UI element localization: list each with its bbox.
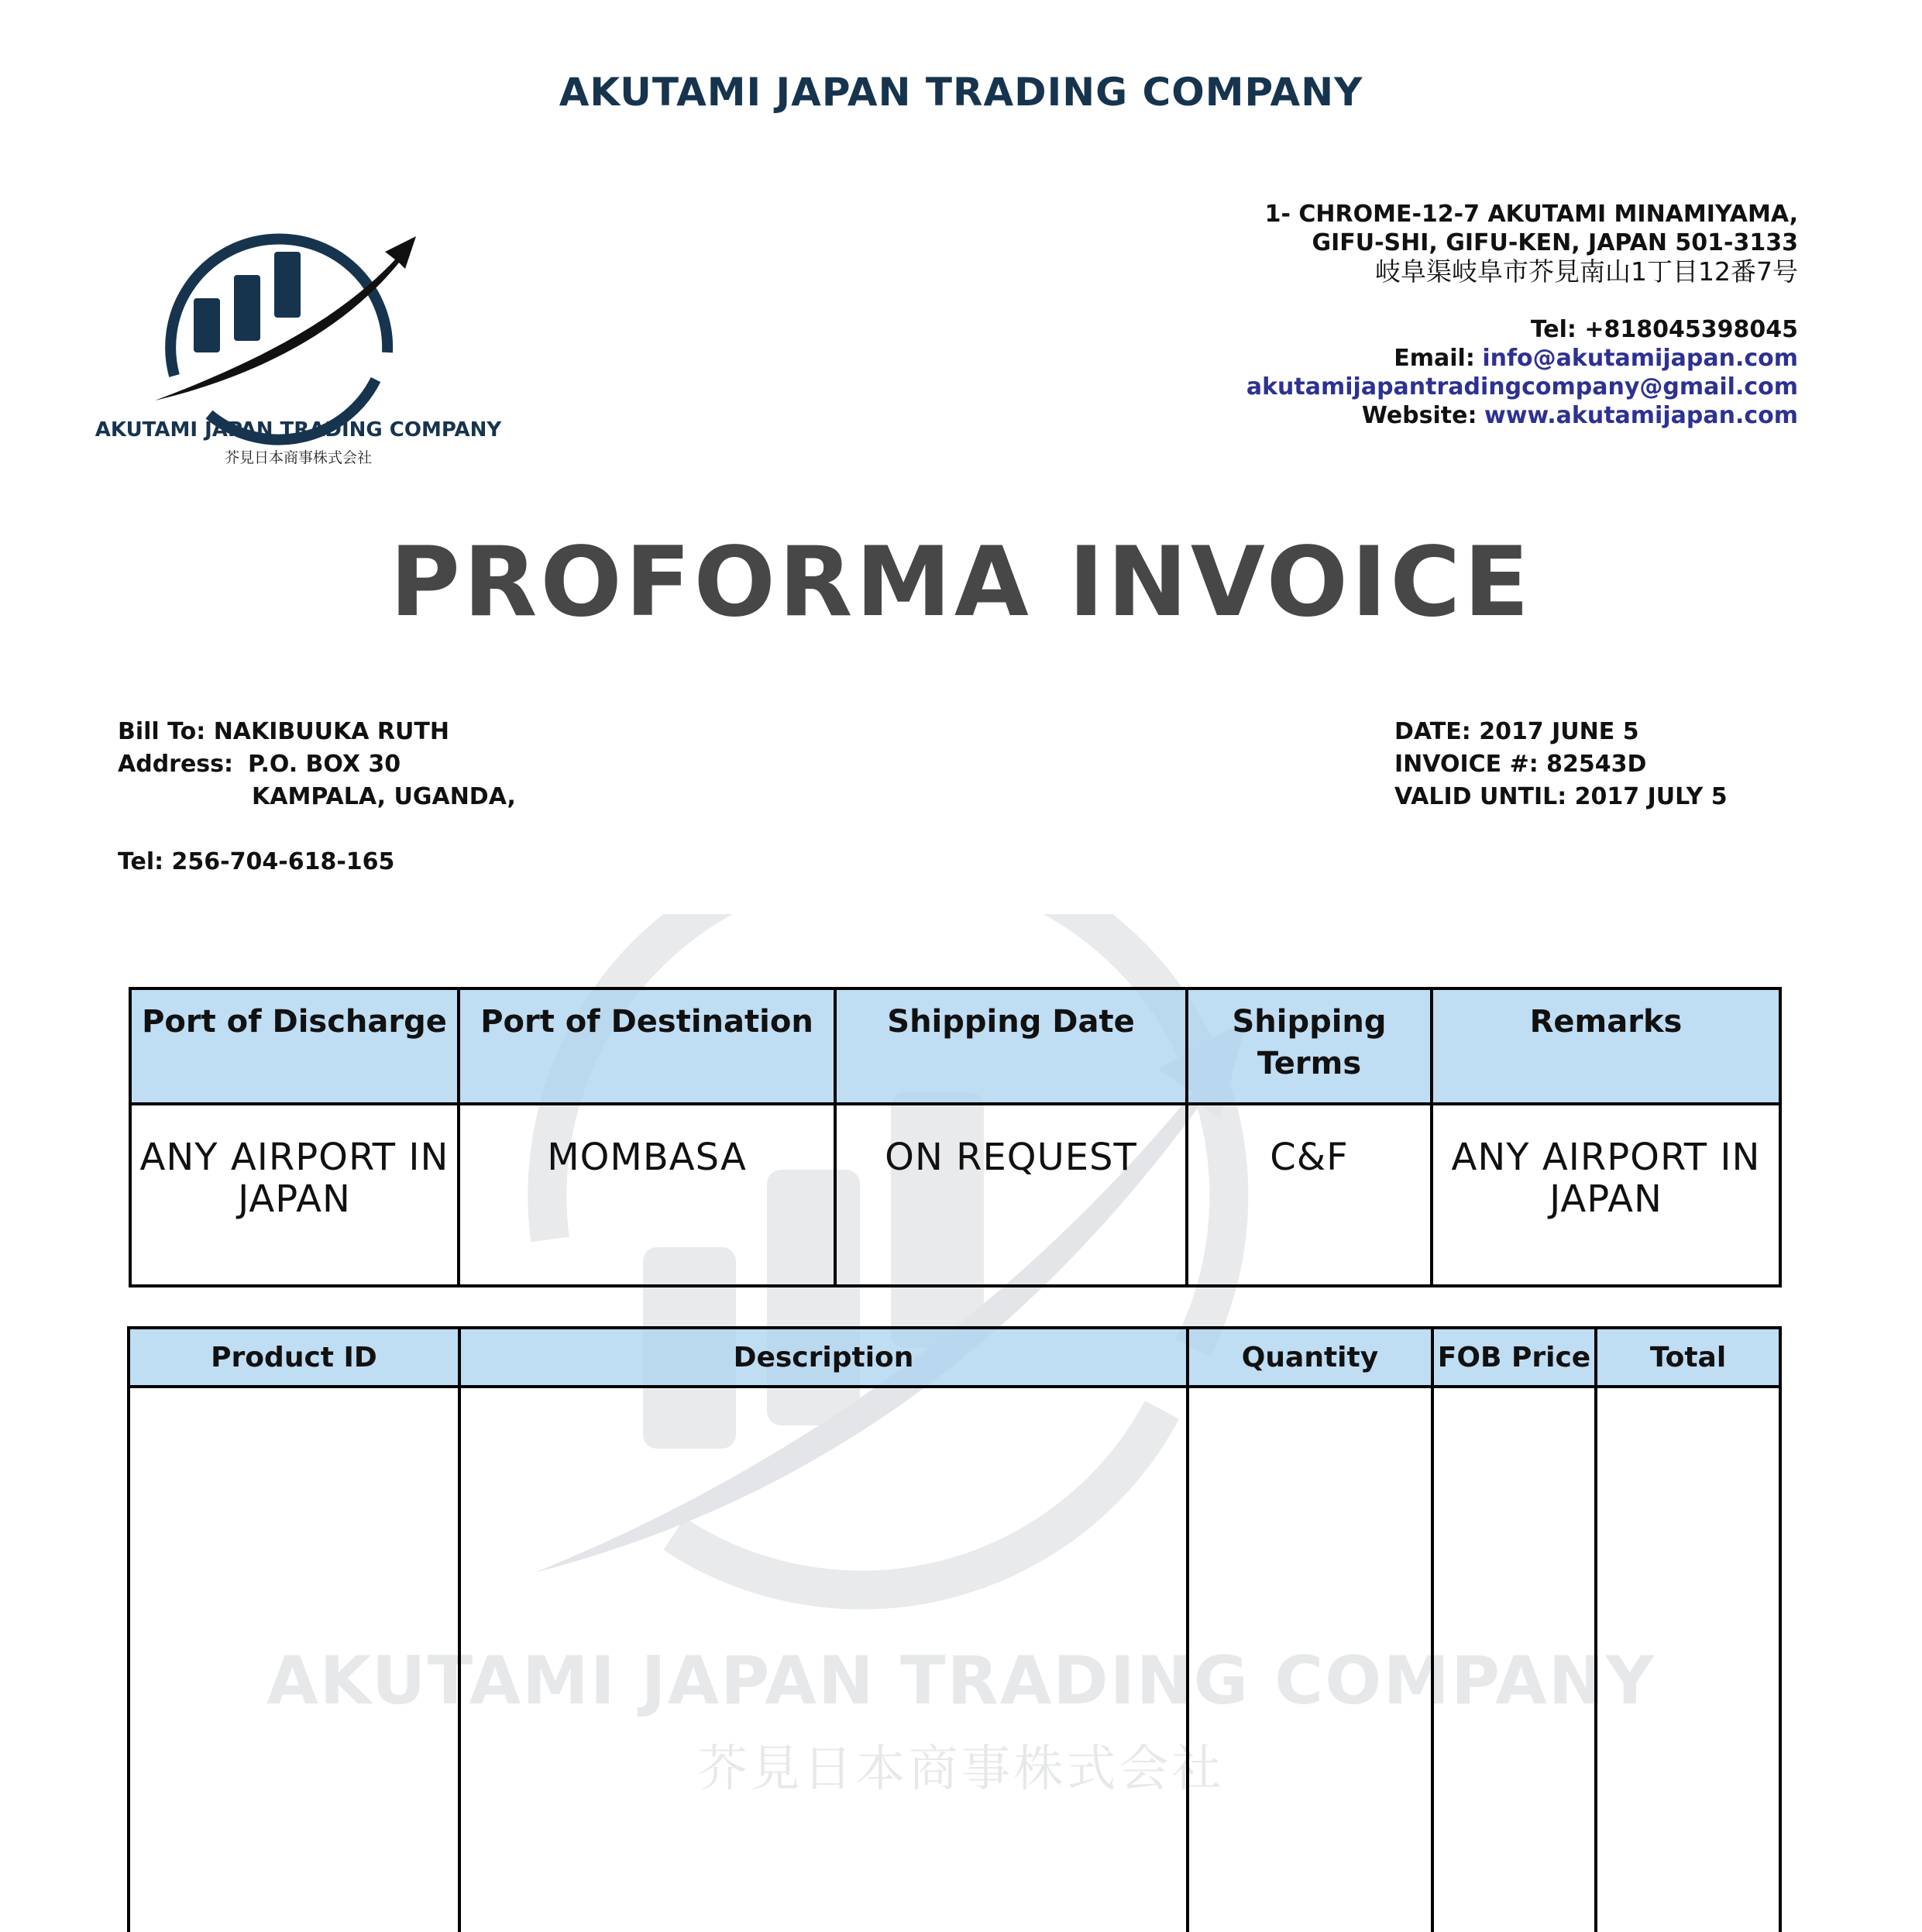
- product-table: [127, 1326, 1782, 1932]
- website-label: Website:: [1361, 402, 1477, 429]
- website-link[interactable]: www.akutamijapan.com: [1484, 402, 1798, 429]
- header-shipping-terms: Shipping Terms: [1187, 988, 1432, 1104]
- invoice-valid-until: VALID UNTIL: 2017 JULY 5: [1394, 783, 1728, 810]
- address-japanese: 岐阜渠岐阜市芥見南山1丁目12番7号: [1375, 256, 1798, 287]
- email-link[interactable]: info@akutamijapan.com: [1482, 345, 1798, 372]
- bill-to-address-line-2: KAMPALA, UGANDA,: [252, 783, 516, 810]
- logo-company-name: AKUTAMI JAPAN TRADING COMPANY: [95, 418, 502, 442]
- cell-port-of-discharge: ANY AIRPORT IN JAPAN: [130, 1104, 459, 1286]
- table-row: [130, 1104, 1780, 1286]
- address-line-1: 1- CHROME-12-7 AKUTAMI MINAMIYAMA,: [1264, 201, 1798, 228]
- cell-total: [1596, 1387, 1780, 1932]
- company-contact-block: [1246, 200, 1798, 430]
- cell-remarks: ANY AIRPORT IN JAPAN: [1432, 1104, 1780, 1286]
- header-quantity: Quantity: [1188, 1328, 1432, 1387]
- company-title: AKUTAMI JAPAN TRADING COMPANY: [559, 70, 1363, 115]
- invoice-number: INVOICE #: 82543D: [1394, 751, 1647, 778]
- header-fob-price: FOB Price: [1432, 1328, 1596, 1387]
- logo-japanese-name: 芥見日本商事株式会社: [224, 449, 372, 466]
- bill-to-address-line-1: P.O. BOX 30: [248, 751, 401, 778]
- cell-shipping-date: ON REQUEST: [835, 1104, 1187, 1286]
- bill-to-name: Bill To: NAKIBUUKA RUTH: [118, 718, 449, 745]
- watermark-japanese-name: 芥見日本商事株式会社: [697, 1741, 1225, 1798]
- table-row: [129, 1387, 1780, 1932]
- bill-to-address-label: Address:: [118, 751, 234, 778]
- cell-product-id: [129, 1387, 459, 1932]
- header-total: Total: [1596, 1328, 1780, 1387]
- header-description: Description: [459, 1328, 1188, 1387]
- cell-description: [459, 1387, 1188, 1932]
- company-tel: Tel: +818045398045: [1530, 316, 1798, 343]
- product-header-row: [129, 1328, 1780, 1387]
- cell-port-of-destination: MOMBASA: [459, 1104, 835, 1286]
- cell-fob-price: [1432, 1387, 1596, 1932]
- watermark-company-name: AKUTAMI JAPAN TRADING COMPANY: [266, 1642, 1656, 1720]
- shipping-header-row: [130, 988, 1780, 1104]
- header-product-id: Product ID: [129, 1328, 459, 1387]
- document-title: PROFORMA INVOICE: [390, 527, 1532, 638]
- header-port-of-destination: Port of Destination: [459, 988, 835, 1104]
- header-shipping-date: Shipping Date: [835, 988, 1187, 1104]
- bill-to-tel: Tel: 256-704-618-165: [118, 848, 395, 875]
- cell-quantity: [1188, 1387, 1432, 1932]
- header-remarks: Remarks: [1432, 988, 1780, 1104]
- address-line-2: GIFU-SHI, GIFU-KEN, JAPAN 501-3133: [1312, 229, 1798, 256]
- email-label: Email:: [1394, 345, 1475, 372]
- header-port-of-discharge: Port of Discharge: [130, 988, 459, 1104]
- invoice-date: DATE: 2017 JUNE 5: [1394, 718, 1639, 745]
- cell-shipping-terms: C&F: [1187, 1104, 1432, 1286]
- shipping-table: [129, 987, 1782, 1287]
- email-alt-link[interactable]: akutamijapantradingcompany@gmail.com: [1246, 373, 1798, 400]
